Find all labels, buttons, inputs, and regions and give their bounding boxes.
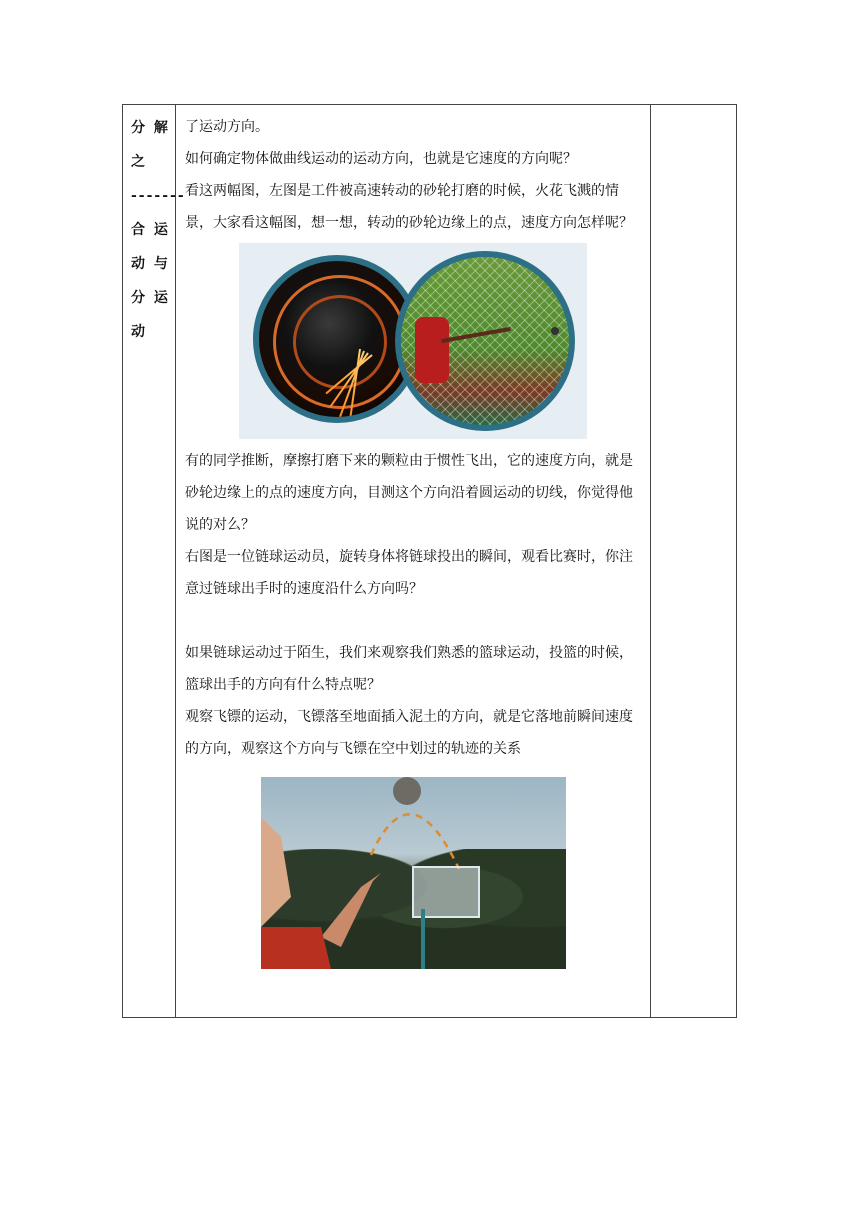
paragraph: 看这两幅图，左图是工件被高速转动的砂轮打磨的时候，火花飞溅的情景，大家看这幅图，想一想，转动的砂轮边缘上的点，速度方向怎样呢？ xyxy=(185,183,633,231)
section-label-line: ------- xyxy=(131,188,186,204)
section-label-line: 分 运 xyxy=(131,290,170,306)
section-label-line: 合 运 xyxy=(131,222,170,238)
paragraph: 如何确定物体做曲线运动的运动方向，也就是它速度的方向呢？ xyxy=(185,151,577,167)
blank-line xyxy=(185,605,645,637)
lesson-content xyxy=(185,111,645,969)
section-label xyxy=(123,105,186,349)
section-label-line: 动 与 xyxy=(131,256,170,272)
ball-trajectory-arc xyxy=(261,777,566,969)
lesson-table xyxy=(122,104,737,1018)
paragraph: 如果链球运动过于陌生，我们来观察我们熟悉的篮球运动，投篮的时候，篮球出手的方向有什么特点呢？ xyxy=(185,645,633,693)
paragraph: 了运动方向。 xyxy=(185,119,269,135)
hammer-throw-photo xyxy=(395,251,575,431)
basketball-shot-photo xyxy=(261,777,566,969)
paragraph: 右图是一位链球运动员，旋转身体将链球投出的瞬间，观看比赛时，你注意过链球出手时的速度沿什么方向吗？ xyxy=(185,549,633,597)
section-label-line: 动 xyxy=(131,324,147,340)
paragraph: 观察飞镖的运动，飞镖落至地面插入泥土的方向，就是它落地前瞬间速度的方向，观察这个方向与飞镖在空中划过的轨迹的关系 xyxy=(185,709,633,757)
column-divider xyxy=(650,105,651,1017)
column-divider xyxy=(175,105,176,1017)
section-label-line: 分 解 xyxy=(131,120,170,136)
paragraph: 有的同学推断，摩擦打磨下来的颗粒由于惯性飞出，它的速度方向，就是砂轮边缘上的点的速度方向，目测这个方向沿着圆运动的切线，你觉得他说的对么？ xyxy=(185,453,633,533)
grinding-wheel-and-hammer-throw-figure xyxy=(239,243,587,439)
section-label-line: 之 xyxy=(131,154,147,170)
